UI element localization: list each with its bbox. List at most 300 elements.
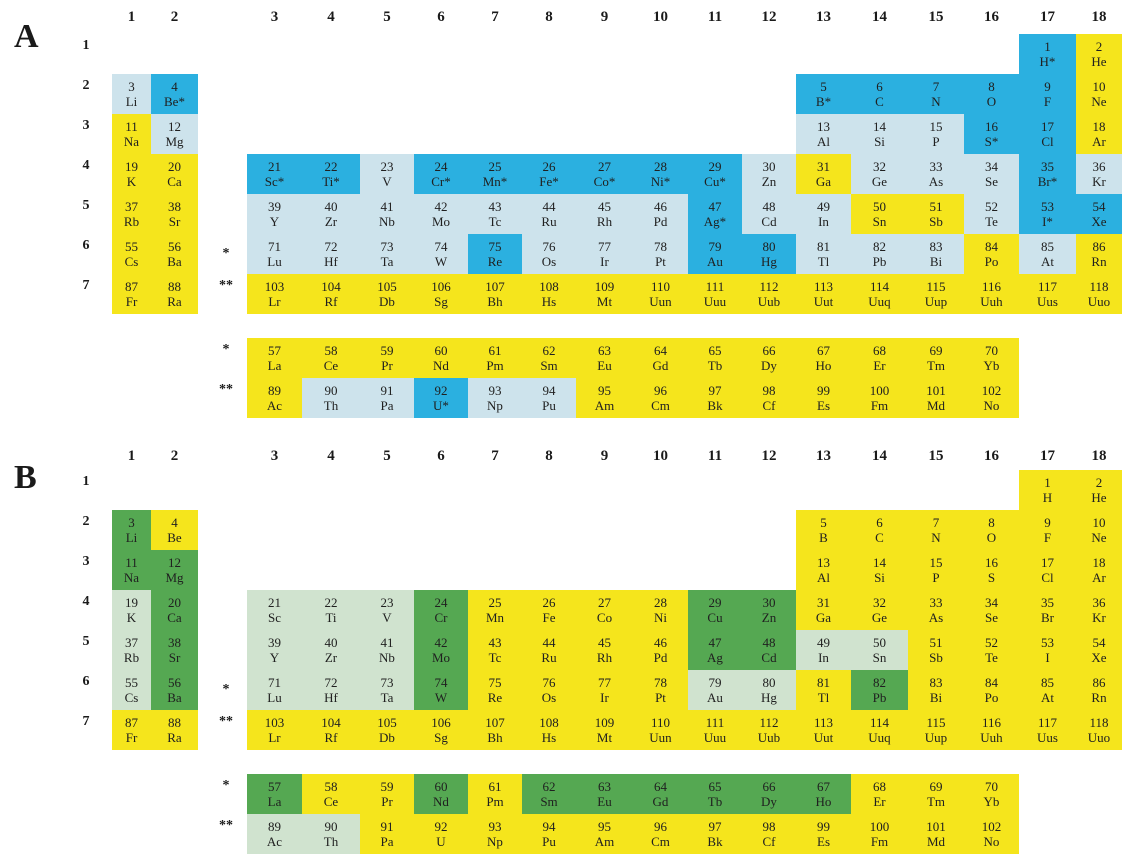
element-cell	[851, 510, 908, 550]
element-cell	[742, 274, 796, 314]
element-cell	[151, 154, 198, 194]
element-symbol: Ca	[167, 610, 182, 625]
atomic-number: 103	[264, 279, 285, 294]
element-cell	[522, 670, 576, 710]
atomic-number: 92	[434, 383, 448, 398]
element-cell	[302, 814, 360, 854]
element-symbol: Sg	[434, 294, 448, 309]
element-symbol: Pd	[653, 650, 668, 665]
element-cell	[302, 274, 360, 314]
atomic-number: 13	[817, 119, 830, 134]
element-cell	[964, 710, 1019, 750]
element-cell	[414, 338, 468, 378]
atomic-number: 57	[268, 343, 281, 358]
atomic-number: 112	[759, 279, 779, 294]
element-symbol: Mo	[431, 214, 451, 229]
element-symbol: Ho	[815, 358, 832, 373]
atomic-number: 110	[650, 715, 671, 730]
element-cell	[302, 194, 360, 234]
element-cell	[796, 74, 851, 114]
atomic-number: 106	[431, 715, 451, 730]
period-header: 1	[82, 38, 90, 53]
element-cell	[851, 814, 908, 854]
element-symbol: Ru	[541, 650, 557, 665]
element-symbol: Uub	[757, 730, 781, 745]
atomic-number: 113	[813, 279, 834, 294]
element-cell	[964, 274, 1019, 314]
atomic-number: 34	[985, 159, 998, 174]
element-symbol: H*	[1039, 54, 1056, 69]
atomic-number: 86	[1092, 239, 1106, 254]
atomic-number: 96	[654, 819, 667, 834]
atomic-number: 1	[1044, 475, 1051, 490]
element-symbol: Nd	[433, 358, 449, 373]
atomic-number: 41	[380, 635, 394, 650]
element-cell	[112, 114, 151, 154]
group-header: 6	[437, 9, 445, 25]
element-cell	[851, 710, 908, 750]
atomic-number: 27	[598, 159, 611, 174]
element-symbol: Pb	[872, 690, 887, 705]
atomic-number: 11	[125, 119, 138, 134]
element-symbol: Uuh	[980, 294, 1003, 309]
atomic-number: 89	[268, 819, 281, 834]
element-symbol: Co*	[593, 174, 616, 189]
element-cell	[688, 378, 742, 418]
atomic-number: 22	[324, 159, 338, 174]
element-cell	[851, 630, 908, 670]
element-symbol: Ra	[167, 730, 182, 745]
element-cell	[247, 710, 302, 750]
atomic-number: 26	[542, 595, 556, 610]
element-cell	[688, 338, 742, 378]
element-cell	[908, 814, 964, 854]
atomic-number: 10	[1092, 515, 1106, 530]
element-cell	[633, 338, 688, 378]
atomic-number: 99	[817, 819, 830, 834]
element-symbol: Bi	[929, 254, 943, 269]
atomic-number: 94	[542, 819, 556, 834]
element-cell	[522, 194, 576, 234]
atomic-number: 82	[873, 239, 886, 254]
element-symbol: Hs	[541, 730, 557, 745]
atomic-number: 102	[981, 383, 1002, 398]
element-symbol: Pt	[655, 690, 666, 705]
element-symbol: Ti*	[322, 174, 340, 189]
element-symbol: Sb	[929, 650, 943, 665]
element-symbol: Re	[487, 690, 503, 705]
element-symbol: Zn	[761, 610, 777, 625]
atomic-number: 54	[1092, 199, 1106, 214]
atomic-number: 35	[1041, 159, 1054, 174]
element-cell	[468, 274, 522, 314]
element-symbol: Uun	[649, 294, 672, 309]
element-symbol: Ra	[167, 294, 182, 309]
element-symbol: Ge	[871, 610, 888, 625]
atomic-number: 108	[539, 279, 559, 294]
atomic-number: 100	[869, 819, 890, 834]
element-symbol: No	[983, 834, 1000, 849]
element-symbol: Ta	[380, 690, 394, 705]
atomic-number: 31	[817, 595, 830, 610]
element-symbol: Lr	[268, 294, 281, 309]
atomic-number: 20	[168, 595, 181, 610]
element-cell	[796, 814, 851, 854]
atomic-number: 62	[542, 779, 556, 794]
atomic-number: 80	[762, 675, 776, 690]
atomic-number: 43	[488, 199, 502, 214]
element-symbol: Th	[323, 834, 339, 849]
element-cell	[851, 774, 908, 814]
element-symbol: Db	[379, 294, 395, 309]
element-cell	[414, 670, 468, 710]
element-symbol: Se	[985, 610, 998, 625]
element-cell	[151, 710, 198, 750]
element-cell	[908, 114, 964, 154]
atomic-number: 33	[929, 595, 943, 610]
element-cell	[908, 194, 964, 234]
element-cell	[360, 194, 414, 234]
element-cell	[964, 154, 1019, 194]
element-symbol: Fr	[125, 730, 138, 745]
atomic-number: 95	[598, 819, 611, 834]
atomic-number: 17	[1041, 555, 1054, 570]
atomic-number: 51	[929, 635, 943, 650]
element-symbol: Mn*	[482, 174, 508, 189]
element-symbol: Ac	[266, 834, 283, 849]
element-cell	[247, 194, 302, 234]
atomic-number: 67	[817, 779, 830, 794]
element-cell	[247, 338, 302, 378]
element-cell	[576, 710, 633, 750]
element-cell	[302, 338, 360, 378]
actinide-marker: **	[219, 714, 233, 729]
atomic-number: 101	[926, 383, 946, 398]
element-symbol: Cr	[434, 610, 448, 625]
element-symbol: Bi	[929, 690, 943, 705]
group-header: 2	[170, 9, 179, 25]
atomic-number: 56	[168, 675, 181, 690]
element-cell	[302, 590, 360, 630]
atomic-number: 116	[981, 279, 1002, 294]
atomic-number: 104	[321, 279, 341, 294]
atomic-number: 55	[125, 675, 138, 690]
element-cell	[851, 590, 908, 630]
element-symbol: Er	[873, 358, 886, 373]
atomic-number: 16	[985, 555, 998, 570]
element-symbol: Cm	[651, 398, 670, 413]
element-symbol: Sr	[168, 650, 181, 665]
element-symbol: Ni*	[650, 174, 671, 189]
atomic-number: 54	[1092, 635, 1106, 650]
element-symbol: Sn	[872, 214, 887, 229]
element-symbol: Bk	[707, 834, 723, 849]
element-cell	[414, 630, 468, 670]
element-symbol: Eu	[597, 358, 612, 373]
element-symbol: Ti	[325, 610, 337, 625]
element-symbol: Uus	[1037, 730, 1058, 745]
atomic-number: 51	[929, 199, 943, 214]
period-header: 3	[82, 118, 90, 133]
element-symbol: Hf	[324, 690, 338, 705]
atomic-number: 7	[932, 79, 940, 94]
period-header: 7	[82, 714, 90, 729]
element-symbol: Os	[541, 690, 557, 705]
atomic-number: 105	[377, 279, 397, 294]
element-symbol: Zr	[324, 650, 338, 665]
element-cell	[1019, 114, 1076, 154]
atomic-number: 18	[1092, 555, 1106, 570]
element-cell	[112, 234, 151, 274]
atomic-number: 9	[1044, 515, 1051, 530]
element-cell	[576, 234, 633, 274]
element-cell	[468, 154, 522, 194]
element-cell	[247, 670, 302, 710]
element-cell	[1076, 114, 1122, 154]
element-cell	[964, 194, 1019, 234]
element-cell	[796, 378, 851, 418]
element-symbol: Yb	[983, 794, 1000, 809]
element-cell	[151, 630, 198, 670]
element-cell	[151, 234, 198, 274]
atomic-number: 10	[1092, 79, 1106, 94]
element-symbol: B	[819, 530, 828, 545]
element-symbol: Yb	[983, 358, 1000, 373]
element-symbol: N	[931, 530, 941, 545]
atomic-number: 39	[268, 199, 281, 214]
atomic-number: 110	[650, 279, 671, 294]
atomic-number: 18	[1092, 119, 1106, 134]
element-cell	[964, 510, 1019, 550]
element-cell	[302, 154, 360, 194]
element-symbol: Ir	[600, 690, 609, 705]
element-symbol: B*	[815, 94, 832, 109]
element-symbol: Cs	[124, 254, 139, 269]
element-cell	[1019, 470, 1076, 510]
atomic-number: 118	[1089, 279, 1109, 294]
element-symbol: Cl	[1041, 570, 1054, 585]
atomic-number: 38	[168, 199, 181, 214]
atomic-number: 8	[988, 79, 995, 94]
element-cell	[414, 194, 468, 234]
element-symbol: Rf	[324, 730, 338, 745]
atomic-number: 52	[985, 199, 998, 214]
element-cell	[851, 670, 908, 710]
element-symbol: Be*	[164, 94, 185, 109]
element-cell	[522, 274, 576, 314]
element-cell	[1076, 550, 1122, 590]
atomic-number: 109	[594, 279, 615, 294]
element-cell	[908, 154, 964, 194]
element-symbol: Os	[541, 254, 557, 269]
atomic-number: 78	[654, 239, 667, 254]
element-symbol: Tl	[817, 254, 830, 269]
element-cell	[964, 114, 1019, 154]
atomic-number: 16	[985, 119, 998, 134]
element-cell	[522, 154, 576, 194]
element-symbol: He	[1091, 490, 1107, 505]
element-symbol: Uus	[1037, 294, 1058, 309]
atomic-number: 60	[434, 343, 448, 358]
element-symbol: Hg	[761, 254, 777, 269]
element-symbol: Ar	[1092, 134, 1106, 149]
atomic-number: 108	[539, 715, 559, 730]
element-symbol: Mo	[431, 650, 451, 665]
atomic-number: 71	[268, 675, 281, 690]
atomic-number: 117	[1037, 715, 1058, 730]
element-symbol: Cm	[651, 834, 670, 849]
atomic-number: 80	[762, 239, 776, 254]
element-symbol: H	[1042, 490, 1053, 505]
element-cell	[247, 274, 302, 314]
element-cell	[522, 710, 576, 750]
element-symbol: In	[818, 650, 829, 665]
atomic-number: 107	[485, 715, 505, 730]
atomic-number: 42	[434, 199, 448, 214]
atomic-number: 6	[876, 79, 883, 94]
element-cell	[576, 774, 633, 814]
element-cell	[576, 590, 633, 630]
atomic-number: 48	[762, 635, 776, 650]
atomic-number: 87	[125, 279, 138, 294]
element-cell	[151, 550, 198, 590]
element-symbol: Pm	[486, 794, 504, 809]
element-cell	[1019, 194, 1076, 234]
element-cell	[151, 670, 198, 710]
element-cell	[414, 378, 468, 418]
atomic-number: 69	[929, 779, 943, 794]
element-cell	[1076, 710, 1122, 750]
element-cell	[851, 378, 908, 418]
element-symbol: Zn	[761, 174, 777, 189]
element-symbol: Uuq	[868, 294, 891, 309]
element-symbol: La	[267, 794, 282, 809]
atomic-number: 12	[168, 119, 181, 134]
element-symbol: Sc*	[264, 174, 285, 189]
element-cell	[688, 234, 742, 274]
element-symbol: Ar	[1092, 570, 1106, 585]
element-cell	[851, 194, 908, 234]
atomic-number: 58	[324, 343, 338, 358]
element-cell	[247, 630, 302, 670]
atomic-number: 98	[762, 819, 776, 834]
group-header: 7	[491, 448, 499, 464]
element-cell	[964, 670, 1019, 710]
atomic-number: 28	[654, 159, 667, 174]
group-header: 8	[545, 448, 553, 464]
atomic-number: 96	[654, 383, 667, 398]
element-cell	[1019, 630, 1076, 670]
element-symbol: In	[818, 214, 829, 229]
element-cell	[151, 194, 198, 234]
element-symbol: F	[1043, 94, 1052, 109]
element-symbol: U	[436, 834, 446, 849]
element-symbol: No	[983, 398, 1000, 413]
element-symbol: Uuo	[1087, 730, 1111, 745]
element-symbol: Po	[984, 690, 999, 705]
element-symbol: Y	[269, 650, 280, 665]
group-header: 16	[984, 9, 999, 25]
element-symbol: Xe	[1091, 214, 1107, 229]
element-cell	[851, 274, 908, 314]
element-cell	[964, 630, 1019, 670]
element-symbol: Tc	[488, 214, 502, 229]
element-cell	[112, 74, 151, 114]
atomic-number: 93	[488, 819, 502, 834]
element-symbol: Uut	[813, 294, 834, 309]
element-symbol: Re	[487, 254, 503, 269]
atomic-number: 67	[817, 343, 830, 358]
group-header: 3	[270, 448, 279, 464]
element-symbol: La	[267, 358, 282, 373]
element-cell	[360, 378, 414, 418]
element-cell	[302, 710, 360, 750]
element-cell	[1019, 74, 1076, 114]
atomic-number: 12	[168, 555, 181, 570]
atomic-number: 39	[268, 635, 281, 650]
element-symbol: Nb	[379, 214, 395, 229]
element-symbol: Pr	[381, 358, 393, 373]
element-cell	[1019, 670, 1076, 710]
element-symbol: Rb	[123, 650, 140, 665]
atomic-number: 4	[171, 515, 178, 530]
element-symbol: Te	[985, 650, 998, 665]
element-symbol: V	[382, 610, 392, 625]
element-symbol: As	[928, 174, 944, 189]
element-cell	[688, 814, 742, 854]
atomic-number: 44	[542, 635, 556, 650]
element-cell	[1019, 154, 1076, 194]
group-header: 4	[327, 9, 335, 25]
element-symbol: Bh	[487, 730, 503, 745]
element-symbol: N	[931, 94, 941, 109]
atomic-number: 21	[268, 159, 281, 174]
element-cell	[796, 338, 851, 378]
element-cell	[633, 590, 688, 630]
atomic-number: 69	[929, 343, 943, 358]
element-cell	[908, 774, 964, 814]
element-cell	[796, 550, 851, 590]
element-cell	[908, 274, 964, 314]
element-cell	[796, 630, 851, 670]
element-cell	[688, 194, 742, 234]
element-cell	[742, 194, 796, 234]
group-header: 14	[872, 9, 887, 25]
atomic-number: 71	[268, 239, 281, 254]
element-symbol: Sb	[929, 214, 943, 229]
group-header: 17	[1040, 9, 1055, 25]
atomic-number: 27	[598, 595, 611, 610]
element-cell	[742, 774, 796, 814]
element-symbol: Sm	[540, 794, 558, 809]
atomic-number: 63	[598, 343, 611, 358]
atomic-number: 116	[981, 715, 1002, 730]
element-symbol: Kr	[1092, 610, 1106, 625]
element-cell	[468, 234, 522, 274]
element-cell	[633, 274, 688, 314]
group-header: 7	[491, 9, 499, 25]
element-symbol: K	[126, 174, 137, 189]
element-symbol: Th	[323, 398, 339, 413]
element-symbol: Na	[123, 134, 140, 149]
element-symbol: C	[875, 94, 884, 109]
element-cell	[302, 670, 360, 710]
element-symbol: Fe	[542, 610, 556, 625]
element-cell	[302, 630, 360, 670]
atomic-number: 43	[488, 635, 502, 650]
element-cell	[796, 774, 851, 814]
atomic-number: 106	[431, 279, 451, 294]
